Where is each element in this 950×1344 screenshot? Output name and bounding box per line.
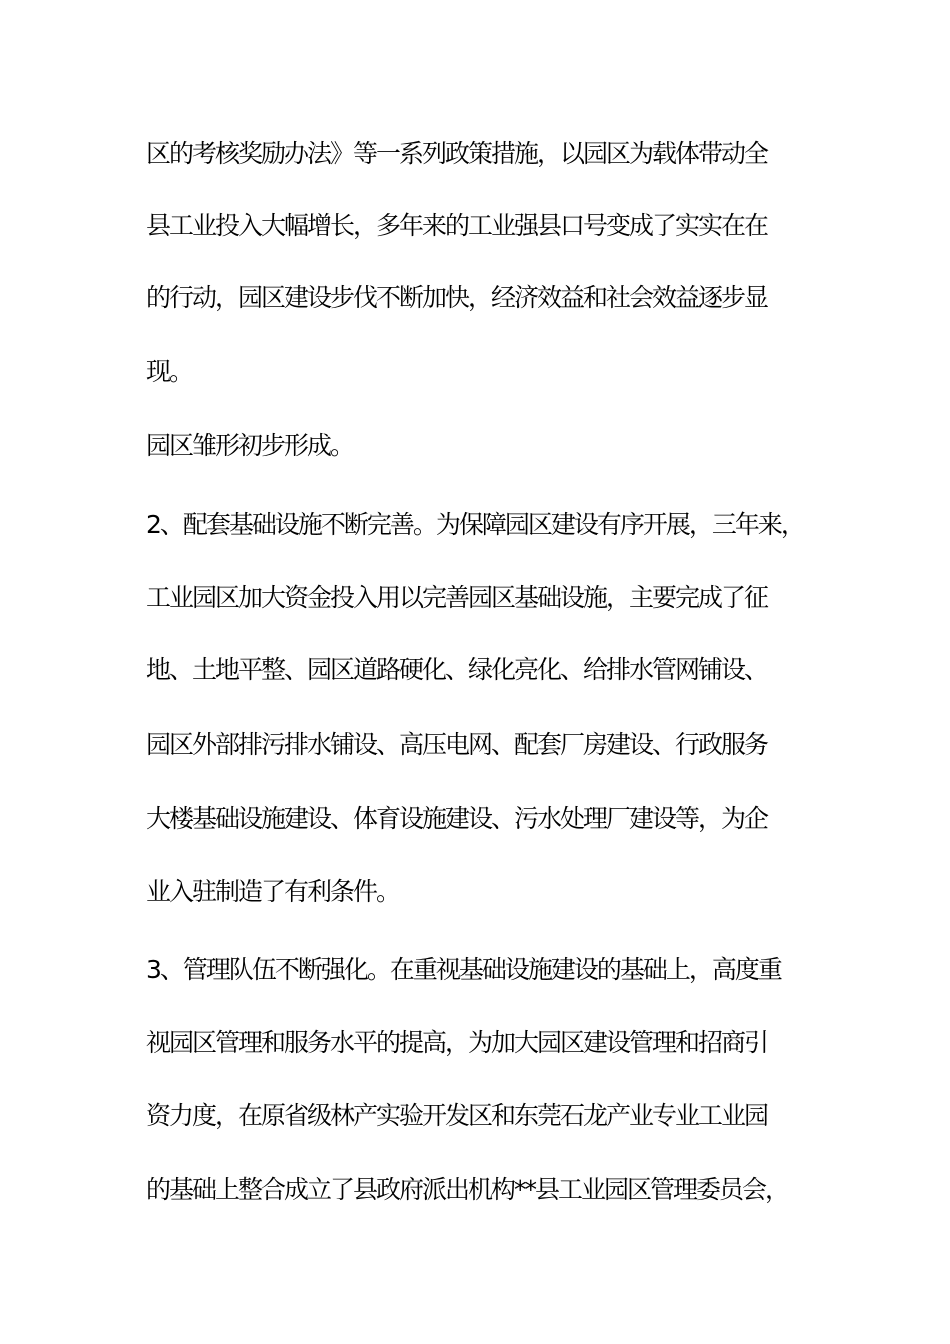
text-line-14: 资力度，在原省级林产实验开发区和东莞石龙产业专业工业园: [146, 1101, 768, 1130]
text-line-9: 园区外部排污排水铺设、高压电网、配套厂房建设、行政服务: [146, 730, 768, 759]
text-line-4: 现。: [146, 357, 193, 386]
text-line-13: 视园区管理和服务水平的提高，为加大园区建设管理和招商引: [146, 1028, 768, 1057]
text-line-12: 3、管理队伍不断强化。在重视基础设施建设的基础上，高度重: [146, 955, 781, 984]
text-line-10: 大楼基础设施建设、体育设施建设、污水处理厂建设等，为企: [146, 804, 768, 833]
text-line-11: 业入驻制造了有利条件。: [146, 877, 400, 906]
text-line-2: 县工业投入大幅增长，多年来的工业强县口号变成了实实在在: [146, 211, 768, 240]
text-line-5: 园区雏形初步形成。: [146, 431, 354, 460]
text-line-7: 工业园区加大资金投入用以完善园区基础设施，主要完成了征: [146, 583, 768, 612]
text-line-1: 区的考核奖励办法》等一系列政策措施，以园区为载体带动全: [146, 139, 768, 168]
text-line-8: 地、土地平整、园区道路硬化、绿化亮化、给排水管网铺设、: [146, 655, 768, 684]
text-line-15: 的基础上整合成立了县政府派出机构**县工业园区管理委员会，: [146, 1175, 789, 1204]
text-line-6: 2、配套基础设施不断完善。为保障园区建设有序开展，三年来，: [146, 510, 804, 539]
text-line-3: 的行动，园区建设步伐不断加快，经济效益和社会效益逐步显: [146, 283, 768, 312]
